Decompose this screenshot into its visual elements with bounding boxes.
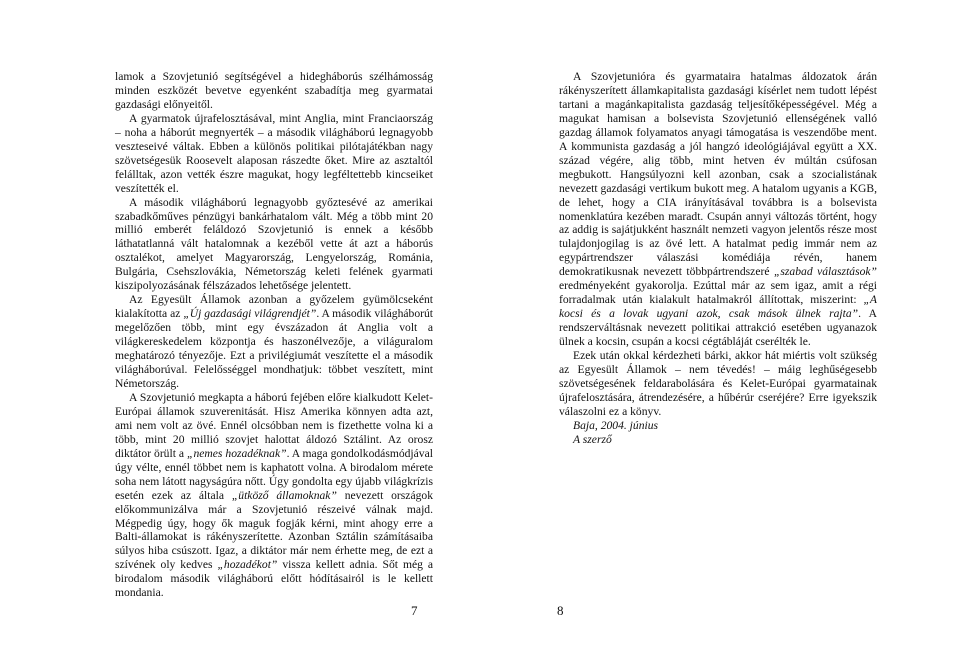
emphasis-text: „A kocsi és a lovak ugyani azok, csak mások ülnek rajta”	[559, 293, 877, 321]
paragraph: A második világháború legnagyobb győztesévé az amerikai szabadkőműves pénzügyi bankárhatalom vált. Még a több mint 20 millió emberét feláldozó Szovjetunió is ennek a később láthatatlanná vált hatalomnak a kezéből vette át azt a háborús osztalékot, amelyet Magyarország, Lengyelország, Románia, Bulgária, Csehszlovákia, Németország keleti felének gyarmati kiszipolyozásának félszázados lehetősége jelentett.	[115, 195, 433, 293]
paragraph: lamok a Szovjetunió segítségével a hidegháborús szélhámosság minden eszközét bevetve egyenként szabadítja meg gyarmatai gazdasági előnyeitől.	[115, 70, 433, 111]
text-run: eredményeként gyakorolja. Ezúttal már az sem igaz, amit a régi forradalmak után kialakult hatalmakról állítottak, miszerint:	[559, 279, 877, 307]
page-number: 7	[411, 603, 418, 618]
page-number: 8	[557, 603, 564, 618]
text-run: nevezett országok előkommunizálva már a Szovjetunió részeivé válnak majd. Mégpedig úgy, hogy ők maguk fogják kérni, mint ahogy erre a Balti-államokat is rákényszerítette. Azonban Sztálin számításaiba súlyos hiba csúszott. Igaz, a diktátor már nem érhette meg, de ezt a szívének oly kedves	[115, 488, 433, 572]
text-run: . A maga gondolkodásmódjával úgy vélte, ennél többet nem is kaphatott volna. A birodalom mérete soha nem látott nagyságúra nőtt. Úgy gondolta egy újabb világkrízis esetén ezek az általa	[115, 446, 433, 502]
emphasis-text: „nemes hozadéknak”	[187, 446, 287, 460]
right-page	[480, 0, 960, 666]
date-line: Baja, 2004. június	[573, 418, 659, 432]
paragraph	[115, 391, 433, 600]
text-run: . A rendszerváltásnak nevezett politikai attrakció esetében ugyanazok ülnek a kocsin, csupán a kocsi cégtábláját cserélték le.	[559, 307, 878, 349]
emphasis-text: „szabad választások”	[773, 265, 877, 279]
emphasis-text: „ütköző államoknak”	[231, 488, 337, 502]
text-run: A Szovjetunió megkapta a háború fejében előre kialkudott Kelet-Európai államok szuverenitását. Hisz Amerika könnyen adta azt, ami nem volt az övé. Ennél olcsóbban nem is fizethette volna ki a több, mint 20 millió szovjet halottat áldozó Sztálint. Az orosz diktátor örült a	[115, 390, 433, 460]
text-run: . A második világháborút megelőzően több, mint egy évszázadon át Anglia volt a világkereskedelem központja és haszonélvezője, a világuralom meghatározó tényezője. Ezt a privilégiumát veszítette el a második világháborúval. Felelősséggel mondhatjuk: többet veszített, mint Németország.	[115, 307, 434, 390]
author-line: A szerző	[573, 432, 612, 446]
text-run: Az Egyesült Államok azonban a győzelem gyümölcseként kialakította az	[115, 293, 433, 321]
right-text-column	[559, 70, 877, 447]
text-run: vissza kellett adnia. Sőt még a birodalom második világháború előtt hódításairól is le kellett mondania.	[115, 558, 434, 600]
left-text-column	[115, 70, 433, 600]
paragraph: A gyarmatok újrafelosztásával, mint Anglia, mint Franciaország – noha a háborút megnyerték – a második világháború legnagyobb veszteseivé váltak. Ebben a különös politikai pilótajátékban nagy szövetségesük Roosevelt alaposan rászedte őket. Mire az asztaltól felálltak, azon vették észre magukat, hogy legféltettebb kincseiket veszítették el.	[115, 111, 433, 195]
paragraph	[115, 293, 433, 391]
emphasis-text: „hozadékot”	[217, 558, 278, 572]
paragraph	[559, 70, 877, 349]
text-run: A Szovjetunióra és gyarmataira hatalmas áldozatok árán rákényszerített államkapitalista gazdasági kísérlet nem tudott lépést tartani a magánkapitalista gazdaság teljesítőképességével. Még a magukat hamisan a bolsevista Szovjetunió ellenségének valló gazdag államok folyamatos anyagi támogatása is veszendőbe ment. A kommunista gazdaság a jól hangzó ideológiájával együtt a XX. század végére, alig több, mint hetven év múltán csúfosan megbukott. Hangsúlyozni kell azonban, csak a szocialistának nevezett gazdasági vertikum bukott meg. A hatalom ugyanis a KGB, de lehet, hogy a CIA irányításával továbbra is a bolsevista nomenklatúra kezében maradt. Csupán annyi változás történt, hogy az addig is sajátjukként használt nemzeti vagyon jelentős része most tulajdonjogilag is az övé lett. A hatalmat pedig immár nem az egypártrendszer válaszási komédiája révén, hanem demokratikusnak nevezett többpártrendszeré	[559, 70, 877, 279]
paragraph: Ezek után okkal kérdezheti bárki, akkor hát miértis volt szükség az Egyesült Államok – nem tévedés! – máig leghűségesebb szövetségesének feldarabolására és Kelet-Európai gyarmatainak újrafelosztására, átrendezésére, a hűbérúr cseréjére? Erre igyekszik válaszolni ez a könyv.	[559, 349, 877, 418]
emphasis-text: „Új gazdasági világrendjét”	[183, 307, 317, 321]
